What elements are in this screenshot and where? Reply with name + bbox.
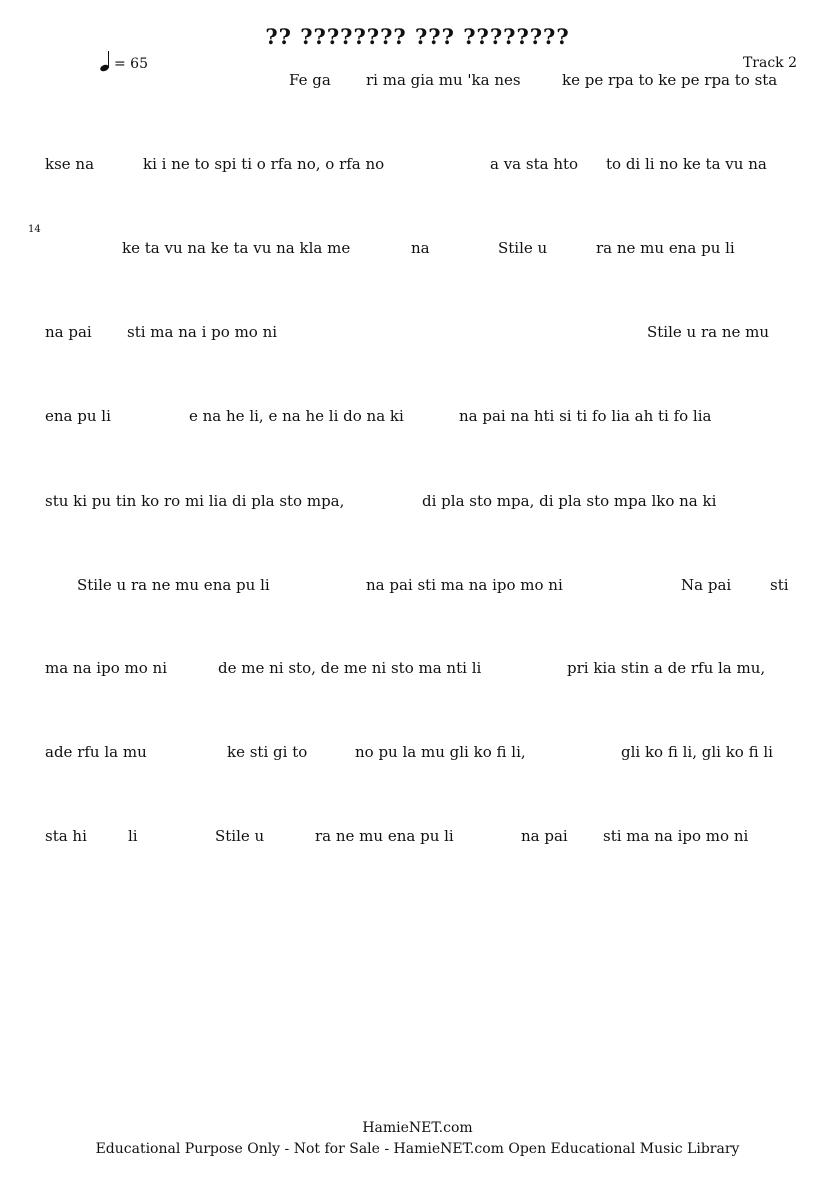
lyric-segment: li	[128, 827, 138, 845]
lyric-segment: sti ma na i po mo ni	[127, 323, 278, 341]
lyric-segment: ke pe rpa to ke pe rpa to sta	[562, 71, 778, 89]
lyric-segment: ki i ne to spi ti o rfa no, o rfa no	[143, 155, 385, 173]
lyric-segment: ri ma gia mu 'ka nes	[366, 71, 521, 89]
footer-site: HamieNET.com	[362, 1120, 473, 1136]
lyric-line	[0, 239, 835, 259]
lyric-line	[0, 407, 835, 427]
track-label: Track 2	[742, 55, 797, 71]
lyric-segment: sti	[770, 576, 789, 594]
lyric-segment: ena pu li	[45, 407, 111, 425]
lyric-line	[0, 492, 835, 512]
lyric-segment: Stile u	[215, 827, 265, 845]
footer-notice: Educational Purpose Only - Not for Sale - HamieNET.com Open Educational Music Library	[95, 1141, 740, 1157]
lyric-segment: na	[411, 239, 430, 257]
lyric-segment: ma na ipo mo ni	[45, 659, 167, 677]
lyric-line	[0, 659, 835, 679]
lyric-segment: Stile u ra ne mu	[647, 323, 770, 341]
lyric-segment: stu ki pu tin ko ro mi lia di pla sto mpa,	[45, 492, 345, 510]
lyric-segment: Stile u	[498, 239, 548, 257]
lyric-segment: sta hi	[45, 827, 87, 845]
lyric-segment: no pu la mu gli ko fi li,	[355, 743, 526, 761]
lyric-segment: to di li no ke ta vu na	[606, 155, 767, 173]
lyric-segment: Stile u ra ne mu ena pu li	[77, 576, 270, 594]
lyric-segment: ra ne mu ena pu li	[315, 827, 454, 845]
lyric-line	[0, 576, 835, 596]
lyric-segment: gli ko fi li, gli ko fi li	[621, 743, 773, 761]
lyric-segment: ke sti gi to	[227, 743, 308, 761]
lyric-segment: Fe ga	[289, 71, 331, 89]
lyric-line	[0, 323, 835, 343]
lyric-segment: ra ne mu ena pu li	[596, 239, 735, 257]
lyric-line	[0, 827, 835, 847]
lyric-segment: di pla sto mpa, di pla sto mpa lko na ki	[422, 492, 717, 510]
lyric-segment: na pai na hti si ti fo lia ah ti fo lia	[459, 407, 712, 425]
lyric-line	[0, 71, 835, 91]
lyric-segment: de me ni sto, de me ni sto ma nti li	[218, 659, 482, 677]
lyric-segment: na pai	[521, 827, 568, 845]
tempo-value: = 65	[114, 56, 148, 72]
lyric-segment: na pai	[45, 323, 92, 341]
lyric-segment: e na he li, e na he li do na ki	[189, 407, 404, 425]
lyric-segment: a va sta hto	[490, 155, 579, 173]
lyric-line	[0, 743, 835, 763]
lyric-segment: sti ma na ipo mo ni	[603, 827, 749, 845]
lyric-segment: kse na	[45, 155, 95, 173]
lyric-segment: na pai sti ma na ipo mo ni	[366, 576, 563, 594]
lyric-segment: ade rfu la mu	[45, 743, 147, 761]
tempo-marking	[100, 50, 148, 72]
lyric-segment: ke ta vu na ke ta vu na kla me	[122, 239, 351, 257]
lyric-line	[0, 155, 835, 175]
lyric-segment: pri kia stin a de rfu la mu,	[567, 659, 766, 677]
measure-number: 14	[28, 224, 41, 235]
quarter-note-icon	[100, 50, 112, 72]
song-title: ?? ???????? ??? ????????	[265, 24, 570, 49]
lyric-segment: Na pai	[681, 576, 732, 594]
